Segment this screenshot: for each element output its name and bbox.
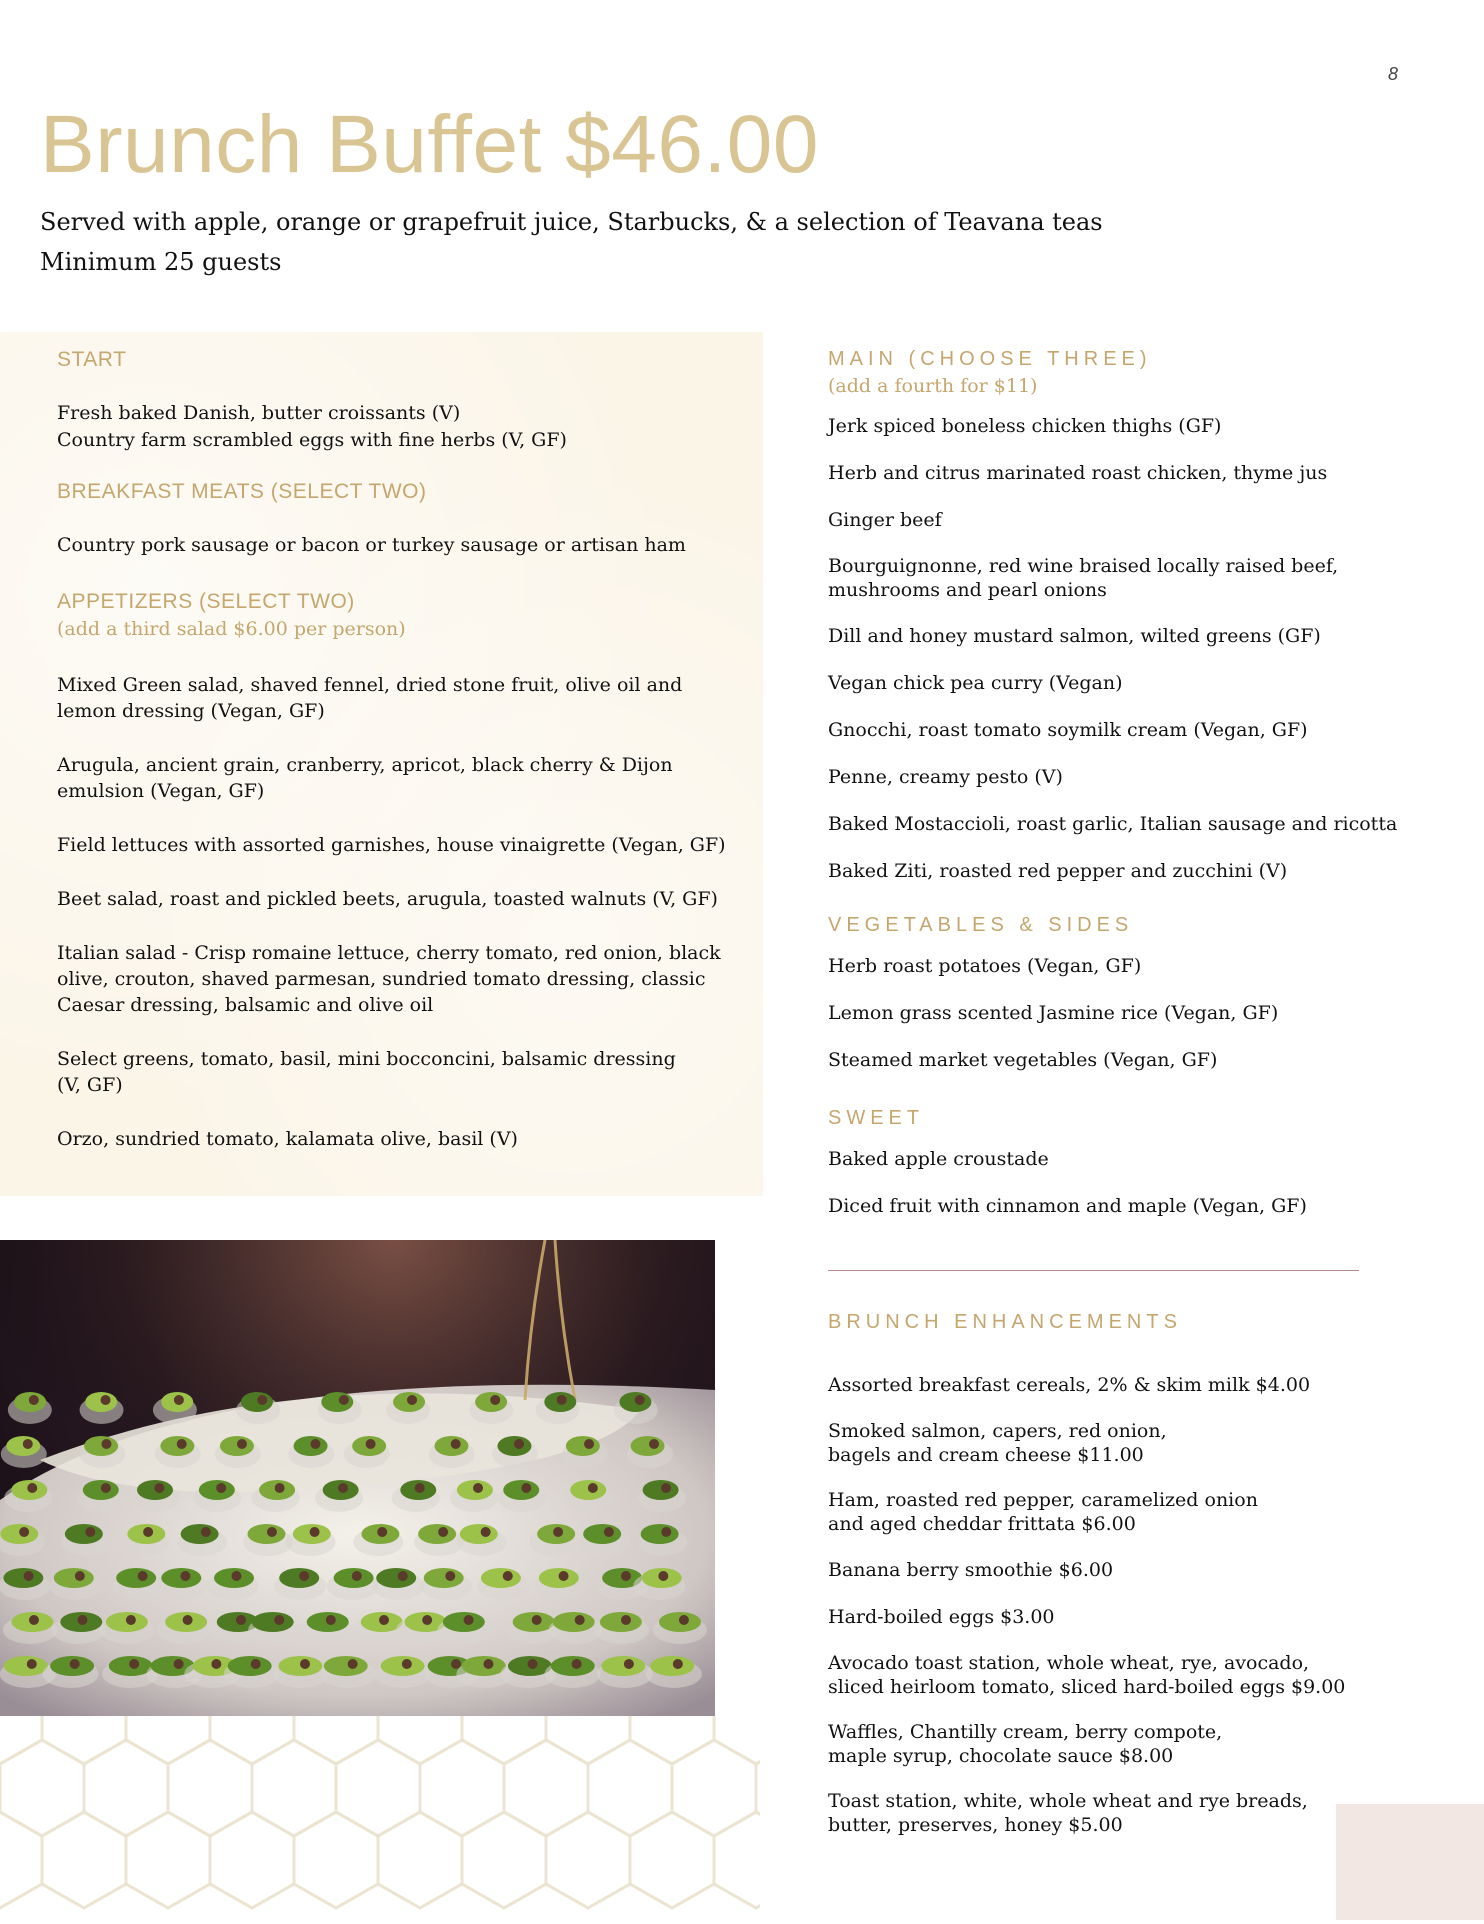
topping-shape xyxy=(275,1483,285,1493)
line: Banana berry smoothie $6.00 xyxy=(828,1559,1114,1581)
section-heading-vegetables-sides: VEGETABLES & SIDES xyxy=(828,914,1134,936)
topping-shape xyxy=(138,1571,148,1581)
line: Ginger beef xyxy=(828,509,942,531)
start-items xyxy=(57,400,747,454)
hexagon-shape xyxy=(714,1812,760,1908)
topping-shape xyxy=(85,1527,95,1537)
leaf-shape xyxy=(0,1524,38,1544)
topping-shape xyxy=(70,1659,80,1669)
sweet-item: Diced fruit with cinnamon and maple (Vegan, GF) xyxy=(828,1195,1307,1217)
menu-item: Fresh baked Danish, butter croissants (V) xyxy=(57,402,461,424)
topping-shape xyxy=(180,1571,190,1581)
topping-shape xyxy=(101,1439,111,1449)
line: Penne, creamy pesto (V) xyxy=(828,766,1063,788)
topping-shape xyxy=(251,1659,261,1669)
line: Caesar dressing, balsamic and olive oil xyxy=(57,994,434,1016)
topping-shape xyxy=(257,1395,267,1405)
appetizer-item xyxy=(57,832,747,858)
line: Vegan chick pea curry (Vegan) xyxy=(828,672,1123,694)
hexagon-shape xyxy=(84,1740,168,1836)
topping-shape xyxy=(27,1659,37,1669)
topping-shape xyxy=(174,1659,184,1669)
line: Avocado toast station, whole wheat, rye, avocado, xyxy=(828,1652,1310,1674)
topping-shape xyxy=(27,1483,37,1493)
section-heading-sweet: SWEET xyxy=(828,1107,925,1129)
main-item xyxy=(828,507,1398,533)
line: Toast station, white, whole wheat and rye breads, xyxy=(828,1790,1308,1812)
topping-shape xyxy=(231,1571,241,1581)
leaf-shape xyxy=(278,1656,322,1676)
topping-shape xyxy=(236,1615,246,1625)
appetizer-item xyxy=(57,672,747,724)
topping-shape xyxy=(274,1615,284,1625)
topping-shape xyxy=(621,1615,631,1625)
topping-shape xyxy=(528,1659,538,1669)
hexagon-shape xyxy=(210,1812,294,1908)
sweet-item: Baked apple croustade xyxy=(828,1148,1049,1170)
hexagon-shape xyxy=(588,1740,672,1836)
topping-shape xyxy=(29,1615,39,1625)
subtitle-line-1: Served with apple, orange or grapefruit juice, Starbucks, & a selection of Teavana teas xyxy=(40,208,1103,236)
menu-item: Country pork sausage or bacon or turkey sausage or artisan ham xyxy=(57,534,686,556)
section-heading-brunch-enhancements: BRUNCH ENHANCEMENTS xyxy=(828,1311,1182,1333)
hexagon-shape xyxy=(630,1812,714,1908)
hexagon-shape xyxy=(714,1716,760,1764)
leaf-shape xyxy=(324,1656,368,1676)
line: Mixed Green salad, shaved fennel, dried stone fruit, olive oil and xyxy=(57,674,683,696)
topping-shape xyxy=(338,1483,348,1493)
corner-decoration xyxy=(1336,1804,1484,1920)
hexagon-pattern xyxy=(0,1716,760,1920)
enhancement-item xyxy=(828,1557,1428,1583)
hexagon-shape xyxy=(462,1716,546,1764)
topping-shape xyxy=(398,1571,408,1581)
hexagon-shape xyxy=(210,1716,294,1764)
topping-shape xyxy=(679,1615,689,1625)
leaf-shape xyxy=(641,1524,679,1544)
subtitle-line-2: Minimum 25 guests xyxy=(40,248,282,276)
line: Beet salad, roast and pickled beets, arugula, toasted walnuts (V, GF) xyxy=(57,888,718,910)
leaf-shape xyxy=(650,1656,694,1676)
line: Herb and citrus marinated roast chicken, thyme jus xyxy=(828,462,1328,484)
topping-shape xyxy=(572,1659,582,1669)
hexagon-shape xyxy=(630,1716,714,1764)
right-column xyxy=(828,348,1398,1219)
left-column xyxy=(57,348,747,1152)
leaf-shape xyxy=(600,1612,642,1632)
enhancement-item xyxy=(828,1604,1428,1630)
topping-shape xyxy=(673,1659,683,1669)
topping-shape xyxy=(310,1527,320,1537)
topping-shape xyxy=(658,1571,668,1581)
leaf-shape xyxy=(418,1524,456,1544)
topping-shape xyxy=(29,1395,39,1405)
leaf-shape xyxy=(228,1656,272,1676)
leaf-shape xyxy=(601,1656,645,1676)
enhancement-item xyxy=(828,1651,1428,1699)
topping-shape xyxy=(649,1439,659,1449)
leaf-shape xyxy=(116,1568,156,1588)
topping-shape xyxy=(366,1439,376,1449)
topping-shape xyxy=(514,1439,524,1449)
hexagon-shape xyxy=(168,1740,252,1836)
line: Waffles, Chantilly cream, berry compote, xyxy=(828,1721,1223,1743)
leaf-shape xyxy=(443,1612,485,1632)
enhancement-item xyxy=(828,1419,1428,1467)
leaf-shape xyxy=(321,1392,353,1412)
topping-shape xyxy=(445,1571,455,1581)
leaf-shape xyxy=(424,1568,464,1588)
buffet-photo xyxy=(0,1240,715,1716)
line: emulsion (Vegan, GF) xyxy=(57,780,265,802)
main-note: (add a fourth for $11) xyxy=(828,375,1038,397)
appetizer-item xyxy=(57,1046,747,1098)
topping-shape xyxy=(216,1483,226,1493)
leaf-shape xyxy=(294,1436,328,1456)
topping-shape xyxy=(237,1439,247,1449)
hexagon-shape xyxy=(504,1740,588,1836)
topping-shape xyxy=(326,1615,336,1625)
appetizer-item xyxy=(57,886,747,912)
line: sliced heirloom tomato, sliced hard-boiled eggs $9.00 xyxy=(828,1676,1346,1698)
leaf-shape xyxy=(65,1524,103,1544)
topping-shape xyxy=(126,1615,136,1625)
hexagon-shape xyxy=(462,1812,546,1908)
leaf-shape xyxy=(570,1480,606,1500)
leaf-shape xyxy=(539,1568,579,1588)
hexagon-shape xyxy=(126,1812,210,1908)
buffet-photo-illustration xyxy=(0,1240,715,1716)
topping-shape xyxy=(201,1527,211,1537)
hexagon-shape xyxy=(252,1740,336,1836)
topping-shape xyxy=(154,1483,164,1493)
leaf-shape xyxy=(503,1480,539,1500)
leaf-shape xyxy=(583,1524,621,1544)
leaf-shape xyxy=(252,1612,294,1632)
topping-shape xyxy=(584,1439,594,1449)
hexagon-shape xyxy=(336,1740,420,1836)
leaf-shape xyxy=(553,1612,595,1632)
leaf-shape xyxy=(181,1524,219,1544)
appetizers-note: (add a third salad $6.00 per person) xyxy=(57,618,406,640)
section-divider xyxy=(828,1270,1359,1271)
leaf-shape xyxy=(248,1524,286,1544)
line: Gnocchi, roast tomato soymilk cream (Vegan, GF) xyxy=(828,719,1308,741)
hexagon-shape xyxy=(0,1812,42,1908)
side-item: Steamed market vegetables (Vegan, GF) xyxy=(828,1049,1218,1071)
topping-shape xyxy=(77,1615,87,1625)
main-item xyxy=(828,858,1398,884)
topping-shape xyxy=(352,1571,362,1581)
hexagon-shape xyxy=(546,1716,630,1764)
topping-shape xyxy=(503,1571,513,1581)
topping-shape xyxy=(661,1483,671,1493)
leaf-shape xyxy=(566,1436,600,1456)
leaf-shape xyxy=(376,1568,416,1588)
leaf-shape xyxy=(631,1436,665,1456)
topping-shape xyxy=(422,1615,432,1625)
topping-shape xyxy=(521,1483,531,1493)
leaf-shape xyxy=(241,1392,273,1412)
hexagon-pattern-svg xyxy=(0,1716,760,1920)
topping-shape xyxy=(481,1527,491,1537)
topping-shape xyxy=(575,1615,585,1625)
line: Field lettuces with assorted garnishes, house vinaigrette (Vegan, GF) xyxy=(57,834,726,856)
topping-shape xyxy=(211,1659,221,1669)
hexagon-shape xyxy=(294,1812,378,1908)
leaf-shape xyxy=(3,1568,43,1588)
topping-shape xyxy=(451,1439,461,1449)
line: Italian salad - Crisp romaine lettuce, cherry tomato, red onion, black xyxy=(57,942,721,964)
line: Smoked salmon, capers, red onion, xyxy=(828,1420,1167,1442)
section-heading-breakfast-meats: BREAKFAST MEATS (SELECT TWO) xyxy=(57,480,427,503)
enhancement-item xyxy=(828,1372,1428,1398)
line: Select greens, tomato, basil, mini bocconcini, balsamic dressing xyxy=(57,1048,676,1070)
line: Baked Ziti, roasted red pepper and zucchini (V) xyxy=(828,860,1288,882)
main-item xyxy=(828,670,1398,696)
topping-shape xyxy=(101,1395,111,1405)
topping-shape xyxy=(621,1571,631,1581)
hexagon-shape xyxy=(126,1716,210,1764)
topping-shape xyxy=(559,1571,569,1581)
section-heading-appetizers: APPETIZERS (SELECT TWO) xyxy=(57,590,355,613)
subtitle xyxy=(40,202,1140,282)
appetizer-item xyxy=(57,1126,747,1152)
topping-shape xyxy=(661,1527,671,1537)
enhancement-item xyxy=(828,1720,1428,1768)
line: Bourguignonne, red wine braised locally raised beef, xyxy=(828,555,1339,577)
line: mushrooms and pearl onions xyxy=(828,579,1107,601)
leaf-shape xyxy=(497,1436,531,1456)
leaf-shape xyxy=(279,1568,319,1588)
line: Baked Mostaccioli, roast garlic, Italian sausage and ricotta xyxy=(828,813,1398,835)
topping-shape xyxy=(438,1527,448,1537)
side-item: Lemon grass scented Jasmine rice (Vegan, GF) xyxy=(828,1002,1279,1024)
appetizer-item xyxy=(57,940,747,1018)
line: and aged cheddar frittata $6.00 xyxy=(828,1513,1136,1535)
topping-shape xyxy=(177,1439,187,1449)
topping-shape xyxy=(23,1439,33,1449)
topping-shape xyxy=(635,1395,645,1405)
main-item xyxy=(828,623,1398,649)
enhancements-column xyxy=(828,1311,1428,1837)
topping-shape xyxy=(101,1483,111,1493)
menu-item: Country farm scrambled eggs with fine herbs (V, GF) xyxy=(57,429,567,451)
topping-shape xyxy=(377,1527,387,1537)
topping-shape xyxy=(129,1659,139,1669)
leaf-shape xyxy=(643,1480,679,1500)
hexagon-shape xyxy=(546,1812,630,1908)
topping-shape xyxy=(553,1527,563,1537)
main-item xyxy=(828,764,1398,790)
main-item xyxy=(828,554,1398,602)
enhancement-item xyxy=(828,1488,1428,1536)
side-item: Herb roast potatoes (Vegan, GF) xyxy=(828,955,1142,977)
line: olive, crouton, shaved parmesan, sundried tomato dressing, classic xyxy=(57,968,706,990)
hexagon-shape xyxy=(420,1740,504,1836)
line: maple syrup, chocolate sauce $8.00 xyxy=(828,1745,1174,1767)
topping-shape xyxy=(300,1659,310,1669)
topping-shape xyxy=(348,1659,358,1669)
section-heading-start: START xyxy=(57,348,127,371)
topping-shape xyxy=(604,1527,614,1537)
topping-shape xyxy=(490,1395,500,1405)
topping-shape xyxy=(299,1571,309,1581)
line: Jerk spiced boneless chicken thighs (GF) xyxy=(828,415,1222,437)
topping-shape xyxy=(557,1395,567,1405)
appetizer-item xyxy=(57,752,747,804)
leaf-shape xyxy=(481,1568,521,1588)
leaf-shape xyxy=(84,1436,118,1456)
line: Dill and honey mustard salmon, wilted greens (GF) xyxy=(828,625,1321,647)
hexagon-shape xyxy=(294,1716,378,1764)
leaf-shape xyxy=(54,1568,94,1588)
leaf-shape xyxy=(220,1436,254,1456)
hexagon-shape xyxy=(0,1716,42,1764)
main-item xyxy=(828,413,1398,439)
topping-shape xyxy=(415,1483,425,1493)
topping-shape xyxy=(267,1527,277,1537)
topping-shape xyxy=(379,1615,389,1625)
hexagon-shape xyxy=(42,1716,126,1764)
topping-shape xyxy=(624,1659,634,1669)
topping-shape xyxy=(588,1483,598,1493)
line: lemon dressing (Vegan, GF) xyxy=(57,700,325,722)
leaf-shape xyxy=(460,1524,498,1544)
hexagon-shape xyxy=(0,1740,84,1836)
topping-shape xyxy=(19,1527,29,1537)
topping-shape xyxy=(24,1571,34,1581)
main-item xyxy=(828,460,1398,486)
hexagon-shape xyxy=(378,1812,462,1908)
topping-shape xyxy=(407,1395,417,1405)
line: bagels and cream cheese $11.00 xyxy=(828,1444,1144,1466)
topping-shape xyxy=(451,1659,461,1669)
topping-shape xyxy=(483,1659,493,1669)
hexagon-shape xyxy=(756,1740,760,1836)
topping-shape xyxy=(75,1571,85,1581)
line: Hard-boiled eggs $3.00 xyxy=(828,1606,1055,1628)
topping-shape xyxy=(464,1615,474,1625)
line: Arugula, ancient grain, cranberry, apricot, black cherry & Dijon xyxy=(57,754,673,776)
hexagon-shape xyxy=(378,1716,462,1764)
leaf-shape xyxy=(83,1480,119,1500)
topping-shape xyxy=(183,1615,193,1625)
topping-shape xyxy=(143,1527,153,1537)
hexagon-shape xyxy=(42,1812,126,1908)
line: (V, GF) xyxy=(57,1074,123,1096)
page-title: Brunch Buffet $46.00 xyxy=(40,99,819,190)
leaf-shape xyxy=(4,1656,48,1676)
leaf-shape xyxy=(462,1656,506,1676)
line: Ham, roasted red pepper, caramelized onion xyxy=(828,1489,1258,1511)
topping-shape xyxy=(310,1439,320,1449)
line: Assorted breakfast cereals, 2% & skim milk $4.00 xyxy=(828,1374,1311,1396)
main-item xyxy=(828,811,1398,837)
page-number: 8 xyxy=(1387,64,1398,84)
main-item xyxy=(828,717,1398,743)
hexagon-shape xyxy=(672,1740,756,1836)
line: butter, preserves, honey $5.00 xyxy=(828,1814,1123,1836)
section-heading-main: MAIN (CHOOSE THREE) xyxy=(828,348,1152,370)
topping-shape xyxy=(174,1395,184,1405)
line: Orzo, sundried tomato, kalamata olive, basil (V) xyxy=(57,1128,518,1150)
topping-shape xyxy=(473,1483,483,1493)
topping-shape xyxy=(532,1615,542,1625)
topping-shape xyxy=(402,1659,412,1669)
topping-shape xyxy=(339,1395,349,1405)
